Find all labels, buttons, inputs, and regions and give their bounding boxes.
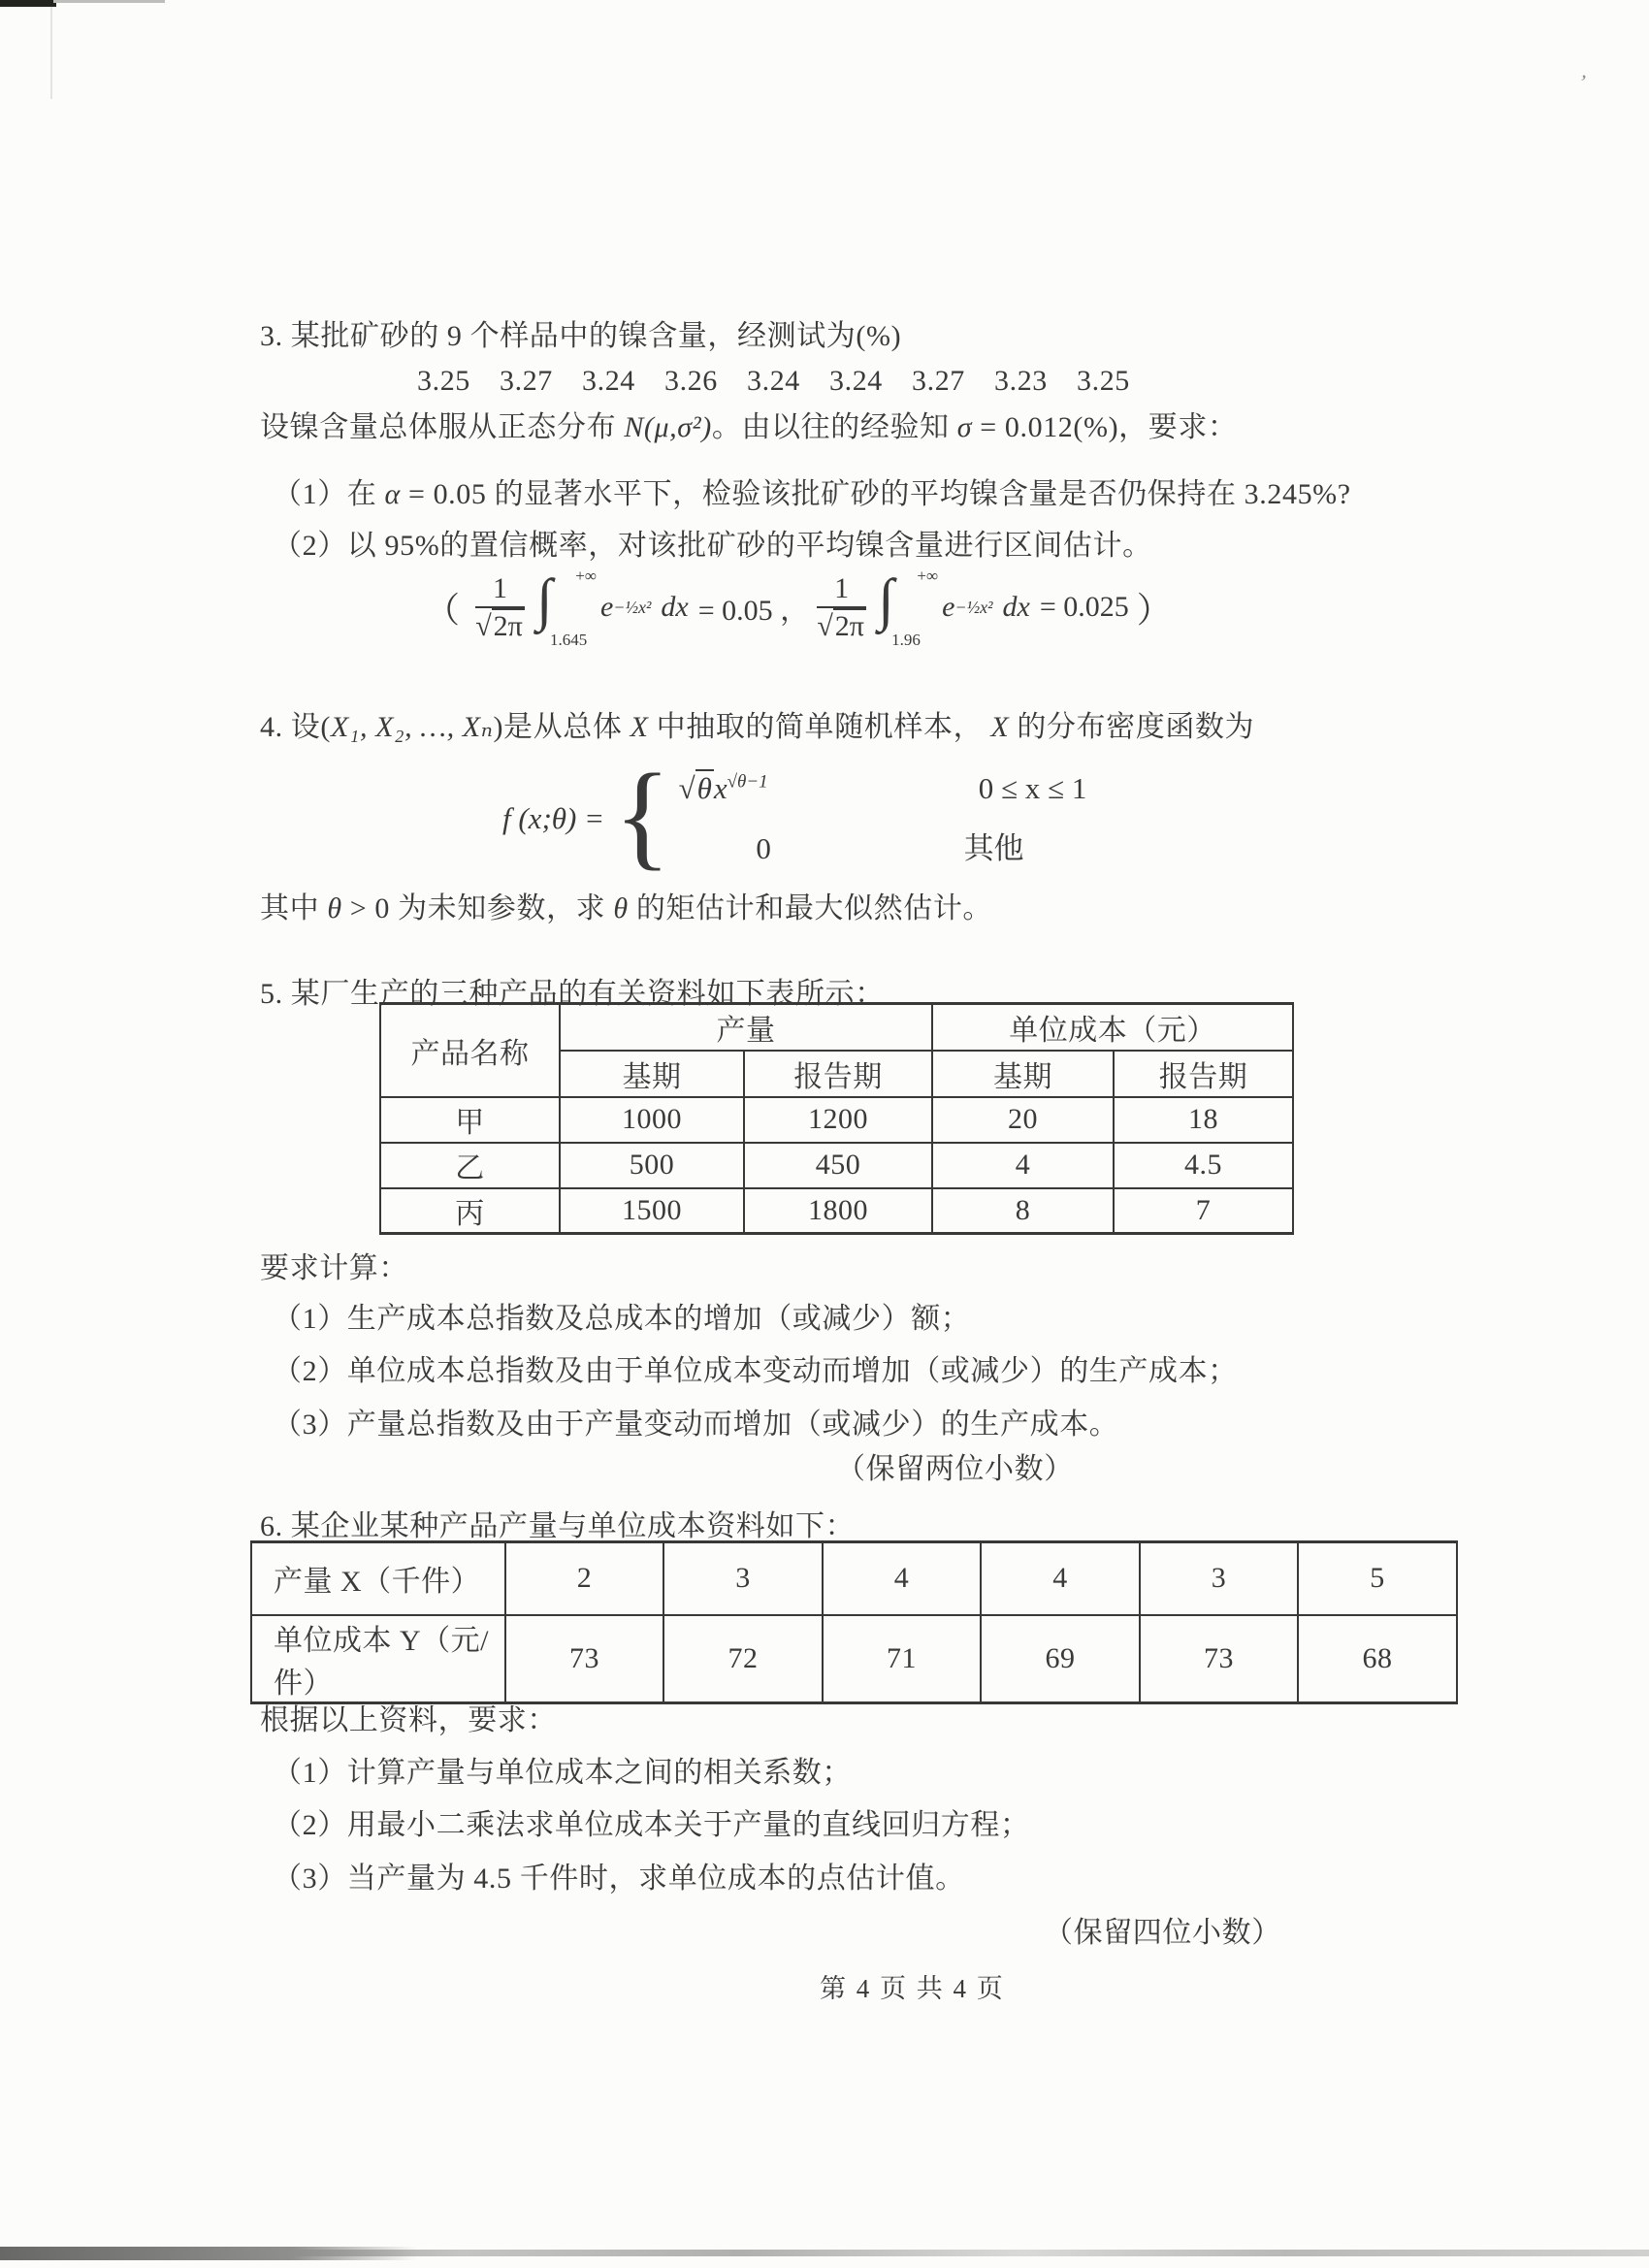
q5-cell: 1000: [560, 1097, 744, 1143]
q5-cell: 4: [932, 1143, 1114, 1188]
result-2: = 0.025: [1039, 591, 1129, 623]
q6-note-text: （保留四位小数）: [1044, 1917, 1281, 1949]
q6-cell: 72: [663, 1615, 823, 1703]
q6-item-3: [273, 1859, 965, 1899]
q6-title-text: 6. 某企业某种产品产量与单位成本资料如下：: [260, 1510, 856, 1542]
fraction-denominator: [817, 608, 866, 642]
q4-theta: θ: [613, 892, 629, 924]
q6-require-text: 根据以上资料，要求：: [260, 1704, 557, 1736]
q4-title-seg: 4. 设(: [260, 711, 331, 743]
exponent: −½x²: [613, 597, 652, 617]
q4-case2-value: 0: [756, 830, 771, 865]
q5-item-1: [273, 1299, 970, 1340]
q5-item1-text: （1）生产成本总指数及总成本的增加（或减少）额；: [273, 1303, 971, 1335]
dx: dx: [661, 591, 689, 623]
q4-sample-vars: X₁, X₂, …, Xₙ: [331, 711, 494, 743]
q5-table-row-jia: [380, 1097, 1293, 1143]
q5-cell: 450: [744, 1143, 932, 1188]
q6-cell: 73: [505, 1615, 663, 1703]
q6-row-output: [251, 1542, 1457, 1615]
q4-outro: [260, 889, 992, 929]
integral-sign: ∫: [878, 567, 894, 632]
q6-cell: 71: [823, 1615, 981, 1703]
q4-title-seg: 的分布密度函数为: [1009, 711, 1255, 743]
fraction-numerator: 1: [817, 573, 866, 609]
q5-item3-text: （3）产量总指数及由于产量变动而增加（或减少）的生产成本。: [273, 1409, 1119, 1441]
q5-table-row-bing: [380, 1188, 1293, 1234]
q5-cell: 1500: [560, 1188, 744, 1234]
q6-cell: 3: [1140, 1542, 1298, 1615]
q5-item-3: [273, 1405, 1118, 1445]
q3-item-1: [273, 474, 1351, 515]
fraction-denominator: [475, 608, 525, 642]
q5-cell: 4.5: [1114, 1143, 1293, 1188]
integral-2: [878, 567, 942, 648]
q3-sigma: σ: [956, 411, 973, 443]
integral-lower-limit: 1.645: [550, 631, 588, 649]
q6-row1-label: 产量 X（千件）: [251, 1542, 505, 1615]
open-paren: （: [425, 590, 461, 630]
q4-case2-condition: 其他: [963, 830, 1024, 865]
q5-cell: 20: [932, 1097, 1114, 1143]
q4-cases: [679, 771, 1130, 867]
q5-cell: 1200: [744, 1097, 932, 1143]
dx: dx: [1002, 591, 1030, 623]
q3-item1-seg: = 0.05 的显著水平下，检验该批矿砂的平均镍含量是否仍保持在 3.245%?: [400, 478, 1351, 510]
q6-item-1: [273, 1753, 852, 1794]
q4-title-seg: 中抽取的简单随机样本，: [648, 711, 991, 743]
exponent: −½x²: [954, 597, 993, 617]
q5-subheader-base: 基期: [560, 1051, 744, 1097]
euler-e: e: [600, 591, 614, 623]
q6-rounding-note: [1044, 1913, 1281, 1954]
q5-header-product-name: 产品名称: [380, 1004, 560, 1097]
q5-item2-text: （2）单位成本总指数及由于单位成本变动而增加（或减少）的生产成本；: [273, 1355, 1238, 1387]
radicand: 2π: [493, 610, 523, 642]
q4-function-lhs: f (x;θ) =: [502, 801, 604, 835]
radicand-theta: θ: [696, 770, 712, 805]
scan-artifact-top-strip-light: [53, 0, 165, 3]
q3-intro-seg: 。由以往的经验知: [711, 411, 957, 443]
page-number-text: 第 4 页 共 4 页: [820, 1974, 1005, 2003]
q4-theta: θ: [327, 892, 342, 924]
result-1: = 0.05 ，: [697, 595, 810, 627]
page-footer: [820, 1967, 1005, 2005]
q3-alpha: α: [384, 478, 401, 510]
integral-upper-limit: +∞: [575, 567, 598, 585]
q5-header-row-1: [380, 1004, 1293, 1051]
integral-sign: ∫: [536, 567, 553, 632]
integral-upper-limit: +∞: [917, 567, 939, 585]
integral-1: [536, 567, 600, 648]
q6-row-unitcost: [251, 1615, 1457, 1703]
q4-case1-condition: 0 ≤ x ≤ 1: [978, 770, 1087, 805]
q5-subheader-report: 报告期: [1114, 1051, 1293, 1097]
q5-products-table: [379, 1002, 1294, 1235]
close-paren: ）: [1136, 590, 1172, 630]
q4-X: X: [630, 711, 649, 743]
q5-cell: 18: [1114, 1097, 1293, 1143]
q4-case-2: [679, 824, 1130, 867]
scan-artifact-top-left-strip: [0, 0, 56, 7]
q3-normal-dist: N(μ,σ²): [624, 411, 712, 443]
q6-item1-text: （1）计算产量与单位成本之间的相关系数；: [273, 1757, 852, 1789]
q5-row-name: 乙: [380, 1143, 560, 1188]
q4-X: X: [990, 711, 1010, 743]
q4-exponent: √θ−1: [727, 771, 768, 793]
q6-cell: 68: [1298, 1615, 1457, 1703]
q5-item-2: [273, 1351, 1238, 1392]
q4-outro-seg: 其中: [260, 892, 328, 924]
q3-values-text: 3.25 3.27 3.24 3.26 3.24 3.24 3.27 3.23 3.25: [417, 365, 1130, 397]
q3-intro-seg: = 0.012(%)，要求：: [972, 411, 1238, 443]
q5-header-unitcost-group: 单位成本（元）: [932, 1004, 1293, 1051]
q3-intro-seg: 设镍含量总体服从正态分布: [260, 411, 625, 443]
scan-artifact-edge-line: [50, 7, 52, 99]
q5-require-text: 要求计算：: [260, 1252, 408, 1284]
scan-artifact-bottom-shadow-left: [0, 2247, 417, 2260]
q3-hint-formula: [417, 561, 1180, 654]
radicand: 2π: [834, 610, 864, 642]
q4-outro-seg: 的矩估计和最大似然估计。: [628, 892, 993, 924]
q5-row-name: 丙: [380, 1188, 560, 1234]
fraction-numerator: 1: [475, 573, 525, 609]
q4-case1-value: [679, 771, 888, 806]
scan-artifact-speck: ’: [1576, 69, 1589, 95]
q6-output-cost-table: [250, 1540, 1458, 1704]
q6-cell: 2: [505, 1542, 663, 1615]
sqrt-sign: √: [475, 610, 492, 642]
q6-require: [260, 1701, 557, 1741]
q5-note-text: （保留两位小数）: [836, 1453, 1074, 1485]
q5-subheader-report: 报告期: [744, 1051, 932, 1097]
q6-item2-text: （2）用最小二乘法求单位成本关于产量的直线回归方程；: [273, 1809, 1030, 1841]
q4-title-seg: )是从总体: [493, 711, 630, 743]
q6-item-2: [273, 1805, 1030, 1846]
q4-density-function: [502, 750, 1130, 881]
q5-cell: 8: [932, 1188, 1114, 1234]
q6-item3-text: （3）当产量为 4.5 千件时，求单位成本的点估计值。: [273, 1863, 965, 1895]
q6-cell: 73: [1140, 1615, 1298, 1703]
q5-table-row-yi: [380, 1143, 1293, 1188]
q3-title-text: 3. 某批矿砂的 9 个样品中的镍含量，经测试为(%): [260, 320, 902, 352]
q5-subheader-base: 基期: [932, 1051, 1114, 1097]
q5-require: [260, 1248, 408, 1289]
q5-cell: 7: [1114, 1188, 1293, 1234]
euler-e: e: [942, 591, 955, 623]
q3-sample-values: [417, 361, 1130, 402]
fraction-one-over-sqrt2pi: [475, 573, 525, 642]
q3-title: [260, 316, 901, 357]
sqrt-sign: √: [678, 770, 695, 805]
q4-case-brace: {: [614, 750, 671, 881]
q6-cell: 3: [663, 1542, 823, 1615]
q5-row-name: 甲: [380, 1097, 560, 1143]
sqrt-sign: √: [817, 610, 833, 642]
q6-cell: 69: [981, 1615, 1140, 1703]
q5-cell: 1800: [744, 1188, 932, 1234]
q5-rounding-note: [836, 1449, 1074, 1490]
q3-item1-seg: （1）在: [273, 478, 385, 510]
fraction-one-over-sqrt2pi: [817, 573, 866, 642]
q4-outro-seg: > 0 为未知参数，求: [341, 892, 614, 924]
q6-cell: 4: [823, 1542, 981, 1615]
q5-header-output-group: 产量: [560, 1004, 932, 1051]
q6-cell: 4: [981, 1542, 1140, 1615]
q3-item2-text: （2）以 95%的置信概率，对该批矿砂的平均镍含量进行区间估计。: [273, 530, 1152, 562]
q3-intro: [260, 407, 1238, 448]
q4-title: [260, 707, 1254, 748]
q4-x: x: [713, 770, 728, 805]
q6-cell: 5: [1298, 1542, 1457, 1615]
q6-row2-label: 单位成本 Y（元/件）: [251, 1615, 505, 1703]
q4-case-1: [679, 771, 1130, 806]
q5-cell: 500: [560, 1143, 744, 1188]
q5-title-text: 5. 某厂生产的三种产品的有关资料如下表所示：: [260, 978, 885, 1010]
integral-lower-limit: 1.96: [891, 631, 921, 649]
